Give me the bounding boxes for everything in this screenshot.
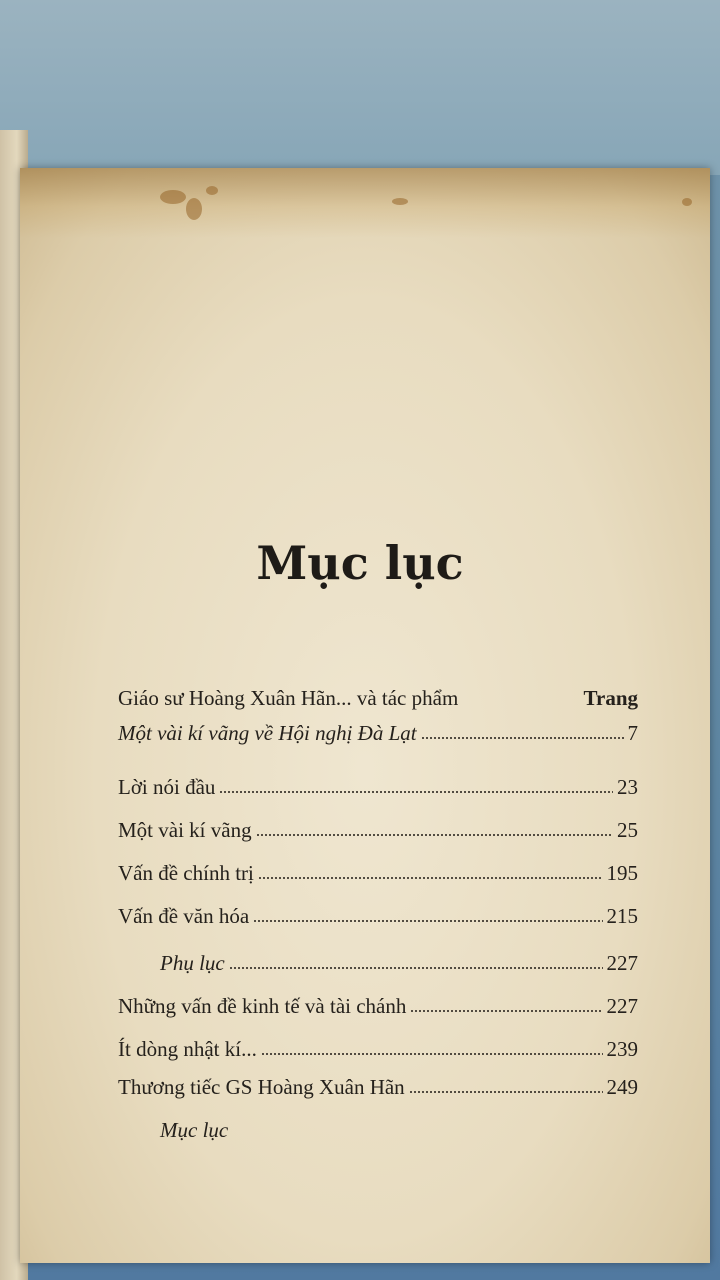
toc-entry: [118, 886, 638, 929]
toc-entry: [118, 676, 638, 711]
stain-spot: [160, 190, 186, 204]
toc-entry-label: Vấn đề chính trị: [118, 861, 254, 885]
stain-spot: [392, 198, 408, 205]
toc-entry-page: 195: [606, 861, 638, 885]
toc-entry: [118, 1019, 638, 1062]
toc-entry-page: 227: [606, 951, 638, 975]
toc-entry-label: Thương tiếc GS Hoàng Xuân Hãn: [118, 1075, 405, 1099]
toc-entry-page: Trang: [583, 686, 638, 710]
toc-entry-label: Lời nói đầu: [118, 775, 216, 799]
toc-entry-page: 249: [606, 1075, 638, 1099]
toc-leader-dots: [410, 1009, 602, 1013]
toc-entry: [118, 1062, 638, 1100]
toc-leader-dots: [256, 833, 613, 837]
toc-entry-page: 215: [606, 904, 638, 928]
toc-leader-dots: [421, 736, 624, 740]
toc-entry-page: 239: [606, 1037, 638, 1061]
desk-top-area: [0, 0, 720, 175]
toc-entry-label: Những vấn đề kinh tế và tài chánh: [118, 994, 407, 1018]
stain-spot: [206, 186, 218, 195]
toc-leader-dots: [253, 919, 602, 923]
toc-entry: [118, 843, 638, 886]
toc-leader-dots: [409, 1090, 603, 1094]
table-of-contents: [118, 676, 638, 1143]
toc-entry-label: Ít dòng nhật kí...: [118, 1037, 257, 1061]
toc-entry: [118, 800, 638, 843]
toc-entry-label: Mục lục: [160, 1118, 229, 1142]
toc-entry: [118, 976, 638, 1019]
toc-leader-dots: [229, 966, 603, 970]
toc-entry-page: 7: [627, 721, 638, 745]
toc-entry: [118, 929, 638, 976]
stain-spot: [682, 198, 692, 206]
toc-entry-label: Vấn đề văn hóa: [118, 904, 250, 928]
toc-leader-dots: [261, 1052, 603, 1056]
page-stain: [20, 168, 710, 238]
toc-entry-label: Phụ lục: [160, 951, 225, 975]
page-title: Mục lục: [256, 536, 464, 590]
toc-leader-dots: [258, 876, 603, 880]
toc-entry-label: Giáo sư Hoàng Xuân Hãn... và tác phẩm: [118, 686, 459, 710]
toc-entry-label: Một vài kí vãng về Hội nghị Đà Lạt: [118, 721, 417, 745]
toc-entry: [118, 1100, 638, 1143]
toc-entry-page: 25: [617, 818, 638, 842]
toc-entry: [118, 711, 638, 746]
toc-leader-dots: [219, 790, 613, 794]
toc-entry-page: 227: [606, 994, 638, 1018]
toc-entry-label: Một vài kí vãng: [118, 818, 252, 842]
stain-spot: [186, 198, 202, 220]
toc-entry-page: 23: [617, 775, 638, 799]
toc-entry: [118, 746, 638, 800]
